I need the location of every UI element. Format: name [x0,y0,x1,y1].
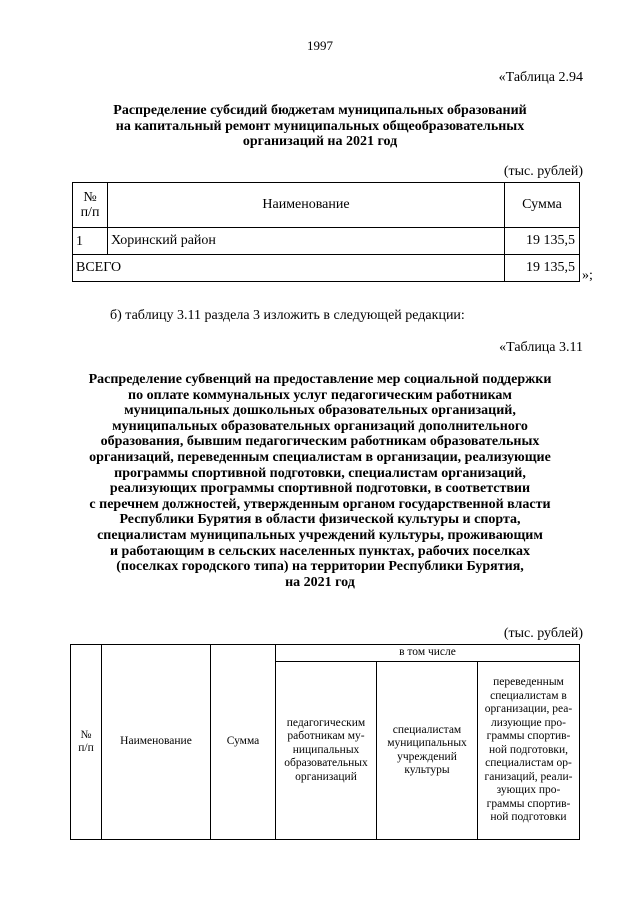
title-line: образования, бывшим педагогическим работникам образовательных [100,434,540,450]
title-line: Распределение субсидий бюджетам муниципальных образований [113,103,527,118]
title-line: реализующих программы спортивной подготовки, в соответствии [109,481,531,497]
title-line: и работающим в сельских населенных пунктах, рабочих поселках [109,543,531,559]
units-label: (тыс. рублей) [503,626,583,641]
table-header-row [73,183,580,228]
table-closing-mark: »; [582,268,593,283]
header-name: Наименование [108,183,505,228]
header-pedagogical-workers: педагогическим работникам му- ниципальных образовательных организаций [276,662,377,840]
header-num: № п/п [73,183,108,228]
table-label: «Таблица 3.11 [499,340,583,355]
total-sum: 19 135,5 [505,255,580,282]
row-num: 1 [73,228,108,255]
title-line: с перечнем должностей, утвержденным органом государственной власти [89,496,551,512]
header-sport-specialists: переведенным специалистам в организации, реа- лизующие про- граммы спортив- ной подготовки, специалистам ор- ганизаций, реали- зующих про- граммы спортив- ной подготовки [478,662,580,840]
header-num: № п/п [71,645,102,840]
total-label: ВСЕГО [73,255,505,282]
table-total-row [73,255,580,282]
title-line: муниципальных дошкольных образовательных организаций, [124,403,516,419]
title-line: Республики Бурятия в области физической культуры и спорта, [119,512,521,528]
title-line: организаций на 2021 год [242,134,398,150]
subvention-table [70,644,580,840]
table-title [40,372,600,590]
title-line: по оплате коммунальных услуг педагогическим работникам [128,387,512,403]
title-line: специалистам муниципальных учреждений культуры, проживающим [97,527,543,543]
header-name: Наименование [102,645,211,840]
page-number: 1997 [307,38,333,53]
header-sum: Сумма [211,645,276,840]
subsidy-table [72,182,580,282]
header-including: в том числе [276,645,580,662]
title-line: организаций, переведенным специалистам в организации, реализующие [89,449,551,465]
row-name: Хоринский район [108,228,505,255]
table-row [73,228,580,255]
header-sum: Сумма [505,183,580,228]
title-line: муниципальных образовательных организаций дополнительного [112,418,528,434]
title-line: (поселках городского типа) на территории Республики Бурятия, [116,559,524,575]
title-line: на капитальный ремонт муниципальных общеобразовательных [115,118,525,134]
units-label: (тыс. рублей) [503,164,583,179]
title-line: на 2021 год [285,574,355,590]
header-culture-specialists: специалистам муниципальных учреждений культуры [377,662,478,840]
table-header-row [71,645,580,662]
amendment-paragraph: б) таблицу 3.11 раздела 3 изложить в следующей редакции: [110,308,465,323]
row-sum: 19 135,5 [505,228,580,255]
title-line: программы спортивной подготовки, специалистам организаций, [114,465,526,481]
table-title [60,103,580,150]
table-label: «Таблица 2.94 [498,70,583,85]
title-line: Распределение субвенций на предоставление мер социальной поддержки [88,372,552,387]
